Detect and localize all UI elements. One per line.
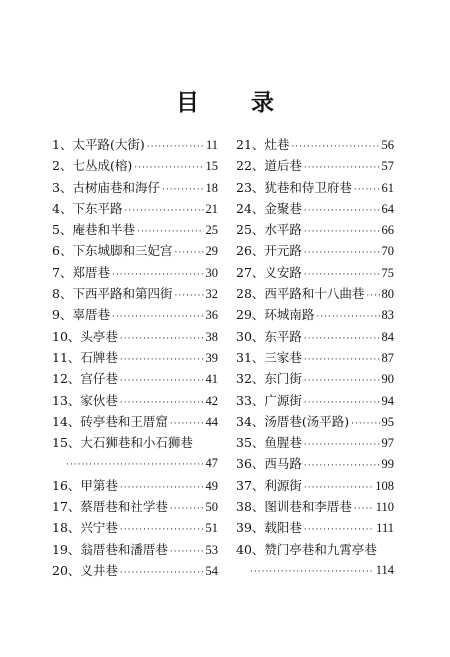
toc-entry bbox=[236, 390, 394, 411]
toc-entry-title: 31、三家巷 bbox=[236, 349, 302, 365]
toc-entry-title: 26、开元路 bbox=[236, 243, 302, 259]
dot-leader bbox=[354, 180, 380, 201]
toc-entry-title: 19、翁厝巷和潘厝巷 bbox=[52, 541, 168, 557]
toc-entry bbox=[52, 304, 218, 325]
toc-entry bbox=[236, 368, 394, 389]
toc-entry-page-number: 49 bbox=[205, 478, 218, 493]
dot-leader bbox=[316, 307, 379, 328]
toc-entry-page-number: 54 bbox=[205, 563, 218, 578]
toc-entry bbox=[236, 155, 394, 176]
toc-entry bbox=[52, 198, 218, 219]
toc-entry bbox=[52, 283, 218, 304]
toc-entry bbox=[52, 155, 218, 176]
dot-leader bbox=[304, 329, 380, 350]
toc-entry-title: 21、灶巷 bbox=[236, 137, 290, 152]
toc-entry-title: 4、下东平路 bbox=[52, 200, 123, 216]
toc-entry bbox=[52, 539, 218, 560]
toc-entry-title: 27、义安路 bbox=[236, 264, 302, 280]
toc-entry-title: 12、宫仔巷 bbox=[52, 371, 118, 387]
toc-entry bbox=[236, 304, 394, 325]
toc-entry bbox=[236, 326, 394, 347]
toc-entry-title: 9、辜厝巷 bbox=[52, 307, 110, 323]
toc-entry bbox=[52, 517, 218, 538]
toc-entry bbox=[52, 240, 218, 261]
toc-entry bbox=[52, 368, 218, 389]
toc-entry bbox=[52, 411, 218, 432]
toc-entry-title: 35、鱼腥巷 bbox=[236, 435, 302, 451]
toc-entry bbox=[236, 411, 394, 432]
dot-leader bbox=[170, 542, 204, 563]
toc-entry-page-number: 51 bbox=[205, 521, 218, 536]
toc-entry bbox=[52, 219, 218, 240]
toc-entry-page-number: 42 bbox=[205, 393, 218, 408]
toc-entry-page-number: 84 bbox=[381, 329, 394, 344]
toc-entry-page-number: 50 bbox=[205, 500, 218, 515]
dot-leader bbox=[304, 371, 380, 392]
toc-entry-title: 30、东平路 bbox=[236, 328, 302, 344]
toc-entry bbox=[52, 496, 218, 517]
toc-entry bbox=[52, 262, 218, 283]
toc-entry-page-number: 15 bbox=[205, 159, 218, 174]
toc-entry-page-number: 94 bbox=[381, 393, 394, 408]
toc-entry-title: 39、载阳巷 bbox=[236, 520, 302, 536]
dot-leader bbox=[124, 201, 203, 222]
toc-entry-page-number: 80 bbox=[381, 287, 394, 302]
toc-entry-title: 24、金聚巷 bbox=[236, 200, 302, 216]
toc-entry-title: 6、下东城脚和三妃宫 bbox=[52, 243, 173, 259]
toc-entry-title: 25、水平路 bbox=[236, 222, 302, 238]
toc-entry-title: 15、大石狮巷和小石狮巷 bbox=[52, 435, 193, 451]
toc-entry bbox=[236, 496, 394, 517]
dot-leader bbox=[354, 499, 374, 520]
toc-entry-page-number: 64 bbox=[381, 201, 394, 216]
toc-entry bbox=[52, 326, 218, 347]
toc-entry-page-number: 41 bbox=[205, 372, 218, 387]
toc-entry-page-number: 90 bbox=[381, 372, 394, 387]
toc-entry-title: 7、郑厝巷 bbox=[52, 264, 110, 280]
toc-entry bbox=[236, 262, 394, 283]
toc-entry bbox=[236, 539, 394, 560]
dot-leader bbox=[66, 455, 204, 476]
toc-entry bbox=[236, 453, 394, 474]
toc-entry bbox=[52, 134, 218, 155]
toc-entry-page-number: 61 bbox=[381, 180, 394, 195]
toc-entry-page-number: 108 bbox=[375, 478, 394, 493]
toc-entry-title: 36、西马路 bbox=[236, 456, 302, 472]
toc-entry-page-number: 114 bbox=[375, 562, 394, 577]
dot-leader bbox=[250, 562, 374, 583]
toc-entry-title: 22、道后巷 bbox=[236, 158, 302, 174]
toc-entry bbox=[52, 347, 218, 368]
dot-leader bbox=[162, 180, 204, 201]
toc-entry-title: 14、砖亭巷和王厝窟 bbox=[52, 413, 168, 429]
toc-entry-page-number: 36 bbox=[205, 308, 218, 323]
dot-leader bbox=[304, 350, 380, 371]
dot-leader bbox=[366, 286, 379, 307]
dot-leader bbox=[174, 243, 203, 264]
toc-entry-page-number: 25 bbox=[205, 223, 218, 238]
toc-entry-page-number: 53 bbox=[205, 542, 218, 557]
toc-entry-page-number: 70 bbox=[381, 244, 394, 259]
dot-leader bbox=[304, 222, 380, 243]
toc-entry-page-number: 95 bbox=[381, 414, 394, 429]
toc-entry-title: 8、下西平路和第四街 bbox=[52, 286, 173, 302]
toc-entry-title: 16、甲第巷 bbox=[52, 477, 118, 493]
toc-entry-page-number: 83 bbox=[381, 308, 394, 323]
toc-entry-page-number: 32 bbox=[205, 287, 218, 302]
toc-entry bbox=[236, 475, 394, 496]
toc-entry-page-number: 30 bbox=[205, 265, 218, 280]
toc-entry bbox=[236, 219, 394, 240]
toc-entry-title: 18、兴宁巷 bbox=[52, 520, 118, 536]
toc-entry-title: 32、东门街 bbox=[236, 371, 302, 387]
toc-entry-title: 23、犹巷和侍卫府巷 bbox=[236, 179, 352, 195]
dot-leader bbox=[291, 137, 379, 158]
toc-entry bbox=[236, 347, 394, 368]
toc-entry bbox=[236, 177, 394, 198]
toc-entry-title: 38、图训巷和李厝巷 bbox=[236, 499, 352, 515]
toc-entry-page-number: 44 bbox=[205, 414, 218, 429]
dot-leader bbox=[174, 286, 203, 307]
toc-entry-page-number: 97 bbox=[381, 436, 394, 451]
toc-left-column bbox=[52, 134, 218, 581]
toc-entry-title: 37、利源街 bbox=[236, 477, 302, 493]
toc-entry bbox=[236, 240, 394, 261]
toc-entry-title: 34、汤厝巷(汤平路) bbox=[236, 413, 350, 429]
toc-entry-title: 40、赞门亭巷和九霄亭巷 bbox=[236, 541, 377, 557]
toc-entry-title: 11、石牌巷 bbox=[52, 349, 118, 365]
toc-entry-page-number: 99 bbox=[381, 457, 394, 472]
toc-entry-page-number: 110 bbox=[375, 500, 394, 515]
toc-entry-page-number: 29 bbox=[205, 244, 218, 259]
toc-entry-title: 5、庵巷和半巷 bbox=[52, 222, 135, 238]
toc-entry-page-number: 18 bbox=[205, 180, 218, 195]
toc-entry-title: 10、头亭巷 bbox=[52, 328, 118, 344]
toc-entry-page-number: 87 bbox=[381, 350, 394, 365]
toc-entry bbox=[52, 177, 218, 198]
toc-entry bbox=[52, 390, 218, 411]
toc-entry-page-number: 21 bbox=[205, 201, 218, 216]
toc-entry bbox=[236, 198, 394, 219]
toc-entry-page-number: 111 bbox=[376, 521, 394, 536]
toc-entry bbox=[236, 517, 394, 538]
toc-entry-title: 20、义井巷 bbox=[52, 562, 118, 578]
toc-entry-page-number: 56 bbox=[381, 138, 394, 152]
page-title: 目 录 bbox=[175, 90, 296, 116]
dot-leader bbox=[170, 499, 204, 520]
toc-entry-page-number: 39 bbox=[205, 350, 218, 365]
toc-entry-title: 33、广源街 bbox=[236, 392, 302, 408]
dot-leader bbox=[120, 563, 204, 584]
toc-entry bbox=[52, 475, 218, 496]
toc-entry-page-number: 75 bbox=[381, 265, 394, 280]
dot-leader bbox=[304, 456, 380, 477]
toc-entry-page-number: 38 bbox=[205, 329, 218, 344]
dot-leader bbox=[120, 329, 204, 350]
toc-entry bbox=[236, 134, 394, 155]
dot-leader bbox=[147, 137, 204, 158]
toc-entry bbox=[236, 283, 394, 304]
toc-entry-title: 28、西平路和十八曲巷 bbox=[236, 286, 365, 302]
toc-entry-title: 3、古树庙巷和海仔 bbox=[52, 179, 160, 195]
dot-leader bbox=[304, 243, 380, 264]
toc-entry-title: 29、环城南路 bbox=[236, 307, 315, 323]
toc-entry-title: 1、太平路(大街) bbox=[52, 137, 145, 152]
toc-entry bbox=[236, 560, 394, 581]
toc-entry-page-number: 66 bbox=[381, 223, 394, 238]
toc-entry-page-number: 11 bbox=[205, 138, 218, 152]
toc-entry-page-number: 47 bbox=[205, 456, 218, 471]
toc-entry bbox=[52, 560, 218, 581]
toc-entry-title: 13、家伙巷 bbox=[52, 392, 118, 408]
toc-entry-page-number: 57 bbox=[381, 159, 394, 174]
dot-leader bbox=[304, 201, 380, 222]
toc-entry-title: 2、七丛成(榕) bbox=[52, 158, 133, 174]
dot-leader bbox=[351, 414, 379, 435]
dot-leader bbox=[120, 371, 204, 392]
toc-right-column bbox=[236, 134, 394, 581]
dot-leader bbox=[120, 350, 204, 371]
dot-leader bbox=[304, 435, 380, 456]
toc-entry-title: 17、蔡厝巷和社学巷 bbox=[52, 499, 168, 515]
toc-entry bbox=[52, 432, 218, 453]
dot-leader bbox=[112, 307, 204, 328]
toc-entry bbox=[236, 432, 394, 453]
toc-entry bbox=[52, 453, 218, 474]
